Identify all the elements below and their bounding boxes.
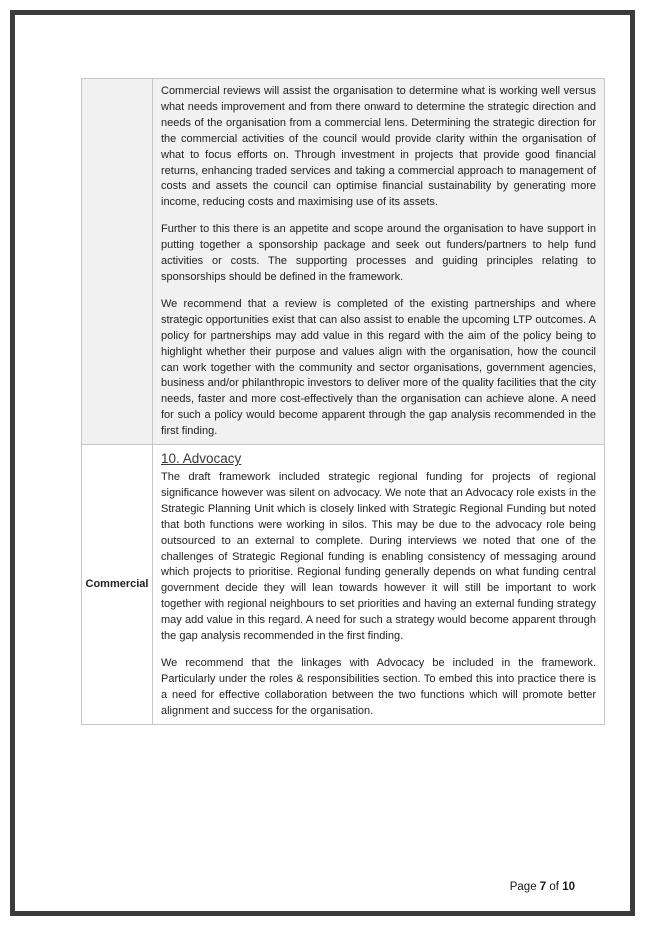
table-row bbox=[82, 79, 605, 445]
footer-of-label: of bbox=[549, 881, 559, 893]
paragraph: Further to this there is an appetite and scope around the organisation to have support in putting together a sponsorship package and seek out funders/partners to help fund activities or costs. The supporting processes and guiding principles relating to sponsorships should be defined in the framework. bbox=[161, 223, 596, 283]
page-footer bbox=[510, 881, 575, 893]
table-row bbox=[82, 445, 605, 725]
row-label-cell bbox=[82, 79, 153, 445]
footer-page-label: Page bbox=[509, 881, 537, 893]
section-heading: 10. Advocacy bbox=[161, 451, 242, 467]
footer-current-page: 7 bbox=[539, 881, 547, 893]
footer-total-pages: 10 bbox=[562, 881, 575, 893]
page-frame bbox=[10, 10, 635, 916]
row-content-cell bbox=[153, 79, 605, 445]
paragraph: We recommend that a review is completed of the existing partnerships and where strategic opportunities exist that can also assist to enable the upcoming LTP outcomes. A policy for partnerships may add value in this regard with the aim of the policy being to highlight whether their purpose and values align with the organisation, how the council can work together with the community and sector organisations, government agencies, business and/or philanthropic investors to deliver more of the quality facilities that the city needs, faster and more cost-effectively than the organisation can achieve alone. A need for such a policy would become apparent through the gap analysis recommended in the first finding. bbox=[161, 297, 596, 438]
row-content-cell bbox=[153, 445, 605, 725]
paragraph: Commercial reviews will assist the organisation to determine what is working well versus what needs improvement and from there onward to determine the strategic direction and needs of the organisation from a commercial lens. Determining the strategic direction for the commercial activities of the council would provide clarity within the organisation of what to focus efforts on. Through investment in projects that provide good financial returns, enhancing traded services and taking a commercial approach to management of costs and assets the council can optimise financial sustainability by generating more income, reducing costs and maximising use of its assets. bbox=[161, 85, 596, 209]
paragraph: The draft framework included strategic regional funding for projects of regional significance however was silent on advocacy. We note that an Advocacy role exists in the Strategic Planning Unit which is closely linked with Strategic Regional Funding but noted that both functions were working in silos. This may be due to the advocacy role being outsourced to an external to complete. During interviews we noted that one of the challenges of Strategic Regional funding is enabling consistency of messaging around which projects to prioritise. Regional funding generally depends on what funding central government decide they will lean towards however it will still be important to work together with regional neighbours to set priorities and having an external funding strategy may add value in this regard. A need for such a strategy would become apparent through the gap analysis recommended in the first finding. bbox=[161, 471, 596, 643]
category-label: Commercial bbox=[82, 445, 153, 725]
paragraph: We recommend that the linkages with Advocacy be included in the framework. Particularly under the roles & responsibilities section. To embed this into practice there is a need for effective collaboration between the two functions which will promote better alignment and success for the organisation. bbox=[161, 657, 596, 717]
findings-table bbox=[81, 78, 605, 725]
